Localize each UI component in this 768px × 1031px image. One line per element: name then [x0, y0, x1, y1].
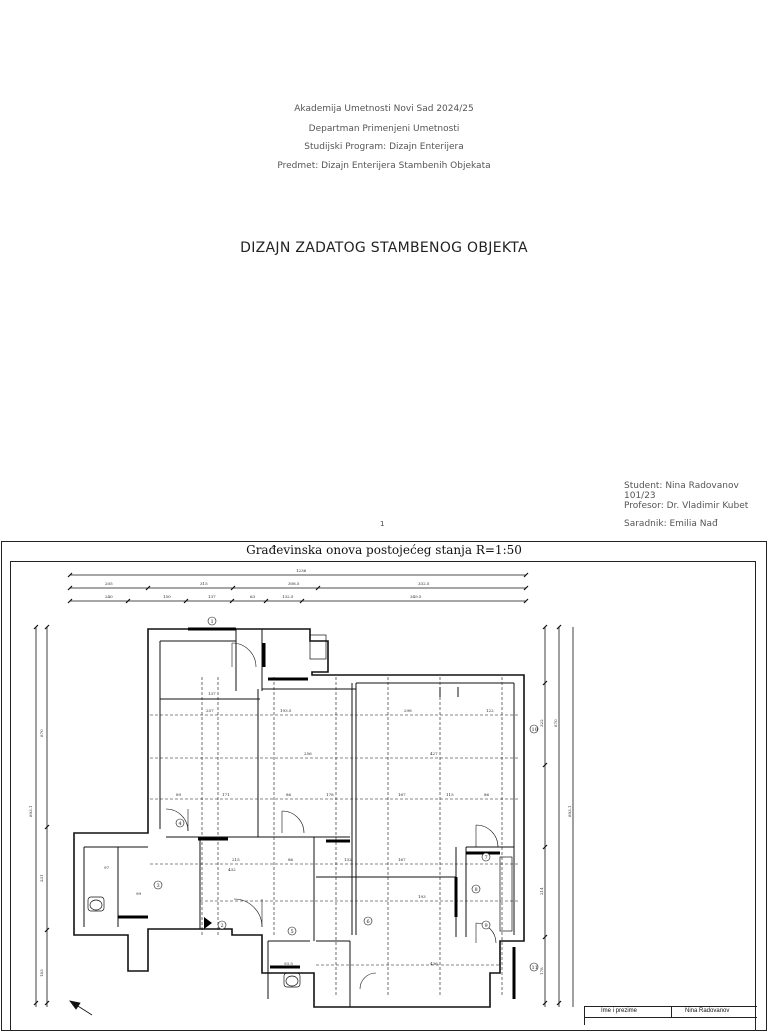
title-block-name-label: Ime i prezime: [601, 1008, 638, 1014]
assistant-info: Saradnik: Emilia Nađ: [624, 519, 718, 529]
floor-plan-page: [0, 537, 768, 1024]
dim-int-22: 93.5: [284, 961, 293, 966]
dim-right-total: 893.1: [567, 805, 572, 817]
svg-text:2: 2: [220, 923, 224, 929]
entrance-arrow-icon: [204, 917, 212, 929]
dim-int-12: 115: [446, 792, 454, 797]
title-block-row: [585, 1007, 757, 1018]
svg-text:1: 1: [210, 619, 214, 625]
dim-int-14: 137: [208, 691, 216, 696]
dim-int-10: 178: [326, 792, 334, 797]
header-line-academy: Akademija Umetnosti Novi Sad 2024/25: [294, 104, 474, 114]
header-line-department: Departman Primenjeni Umetnosti: [308, 124, 460, 134]
page-number: 1: [380, 520, 385, 528]
dim-int-15: 132: [344, 857, 352, 862]
dim-int-16: 167: [398, 857, 406, 862]
title-block: [584, 1006, 757, 1025]
dim-int-8: 171: [222, 792, 230, 797]
dim-int-19: 432: [228, 867, 236, 872]
svg-text:3: 3: [156, 883, 160, 889]
room-marker-labels: [157, 619, 538, 971]
dim-top-4: 332.5: [418, 581, 430, 586]
dim-left-1: 870: [39, 729, 44, 737]
sanitary-fixtures: [88, 635, 512, 987]
professor-info: Profesor: Dr. Vladimir Kubet: [624, 501, 749, 511]
dim-int-5: 256: [304, 751, 312, 756]
dim-top-6: 150: [163, 594, 171, 599]
dim-left-3: 183: [39, 969, 44, 977]
dim-int-11: 167: [398, 792, 406, 797]
dim-top-8: 63: [250, 594, 256, 599]
dim-left-total: 893.1: [28, 805, 33, 817]
svg-text:10: 10: [531, 727, 538, 733]
dim-top-9: 132.5: [282, 594, 294, 599]
dim-top-10: 349.5: [410, 594, 422, 599]
dim-top-2: 315: [200, 581, 208, 586]
dim-top-1: 205: [105, 581, 113, 586]
dim-int-6: 427: [430, 751, 438, 756]
dim-int-4: 122: [486, 708, 494, 713]
dim-left-2: 231: [39, 874, 44, 882]
header-line-subject: Predmet: Dizajn Enterijera Stambenih Objekata: [277, 161, 491, 171]
dim-right-1: 870: [553, 719, 558, 727]
title-block-divider: [671, 1007, 672, 1017]
dim-int-7: 89: [176, 792, 182, 797]
window-openings: [118, 629, 514, 999]
dim-top-7: 137: [208, 594, 216, 599]
north-arrow-icon: [70, 1001, 92, 1015]
floor-plan-drawing: [0, 537, 768, 1024]
dimension-ticks: [34, 573, 561, 1005]
room-markers: [154, 617, 538, 971]
header-line-program: Studijski Program: Dizajn Enterijera: [304, 142, 464, 152]
dim-int-17: 215: [232, 857, 240, 862]
dim-int-2: 193.5: [280, 708, 292, 713]
toilet-bowl-1: [90, 900, 102, 910]
dim-top-3: 308.5: [288, 581, 300, 586]
document-title: DIZAJN ZADATOG STAMBENOG OBJEKTA: [240, 240, 528, 256]
dim-right-3: 214: [539, 887, 544, 895]
svg-text:4: 4: [178, 821, 182, 827]
toilet-bowl-2: [286, 976, 298, 986]
dimension-lines: [36, 575, 573, 1007]
dim-int-24: 99: [136, 891, 142, 896]
title-block-name-value: Nina Radovanov: [685, 1008, 730, 1014]
svg-text:6: 6: [366, 919, 370, 925]
svg-text:7: 7: [484, 855, 488, 861]
dim-int-13: 86: [484, 792, 490, 797]
door-swings: [166, 643, 498, 989]
shower-icon: [310, 635, 326, 659]
interior-dimension-text: [104, 691, 494, 966]
svg-text:11: 11: [531, 965, 538, 971]
dim-int-20: 193: [418, 894, 426, 899]
student-info: Student: Nina Radovanov 101/23: [624, 481, 739, 501]
dim-int-23: 97: [104, 865, 110, 870]
dim-top-5: 240: [105, 594, 113, 599]
dim-int-1: 257: [206, 708, 214, 713]
drawing-title: Građevinska onova postojećeg stanja R=1:50: [246, 543, 522, 557]
dim-int-18: 86: [288, 857, 294, 862]
dim-overall-width: 1236: [296, 568, 307, 573]
dim-int-3: 298: [404, 708, 412, 713]
svg-text:5: 5: [290, 929, 294, 935]
dim-right-2: 322: [539, 719, 544, 727]
dim-int-21: 436: [430, 961, 438, 966]
svg-text:9: 9: [484, 923, 488, 929]
dim-right-4: 178: [539, 967, 544, 975]
dim-int-9: 86: [286, 792, 292, 797]
svg-text:8: 8: [474, 887, 478, 893]
exterior-walls: [74, 629, 524, 1007]
